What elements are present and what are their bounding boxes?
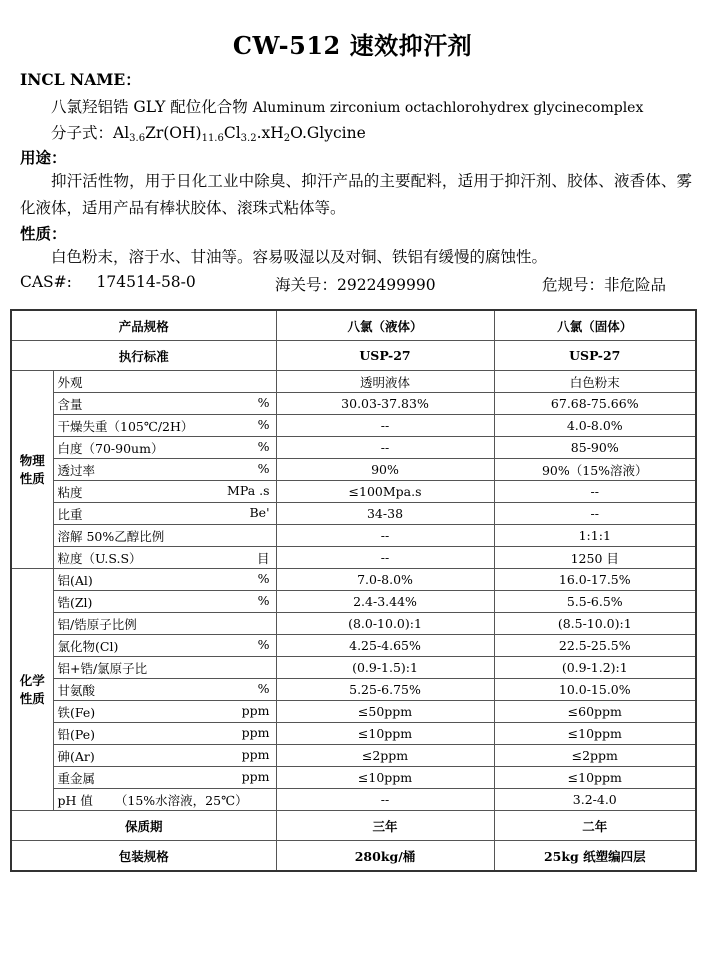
packaging-row bbox=[11, 841, 696, 872]
incl-name bbox=[51, 95, 643, 117]
property-unit: ppm bbox=[241, 768, 270, 784]
property-unit: % bbox=[257, 394, 270, 410]
property-name: 透过率 bbox=[57, 462, 96, 478]
standard-liquid: USP-27 bbox=[276, 341, 494, 371]
property-name: 重金属 bbox=[57, 770, 96, 786]
value-solid: 22.5-25.5% bbox=[494, 635, 696, 657]
property-cell bbox=[53, 437, 276, 459]
document-title: CW-512 速效抑汗剂 bbox=[232, 31, 473, 60]
standard-label: 执行标准 bbox=[11, 341, 276, 371]
value-solid: 5.5-6.5% bbox=[494, 591, 696, 613]
col-solid-header: 八氯（固体） bbox=[494, 310, 696, 341]
property-unit: % bbox=[257, 438, 270, 454]
property-name: 铝+锆/氯原子比 bbox=[57, 660, 148, 676]
value-solid: 4.0-8.0% bbox=[494, 415, 696, 437]
value-solid: 10.0-15.0% bbox=[494, 679, 696, 701]
value-solid: ≤10ppm bbox=[494, 767, 696, 789]
value-liquid: (0.9-1.5):1 bbox=[276, 657, 494, 679]
table-header-row bbox=[11, 310, 696, 341]
property-name: 干燥失重（105℃/2H） bbox=[57, 418, 194, 434]
property-cell bbox=[53, 503, 276, 525]
property-name: 氯化物(Cl) bbox=[57, 638, 119, 654]
property-cell bbox=[53, 525, 276, 547]
property-unit: % bbox=[257, 636, 270, 652]
value-liquid: 透明液体 bbox=[276, 371, 494, 393]
spec-table bbox=[10, 309, 697, 872]
table-row bbox=[11, 657, 696, 679]
value-liquid: -- bbox=[276, 525, 494, 547]
formula-part: Zr(OH) bbox=[145, 124, 202, 142]
property-cell bbox=[53, 393, 276, 415]
formula-sub: 3.2 bbox=[240, 133, 257, 144]
property-name: 粘度 bbox=[57, 484, 83, 500]
value-solid: -- bbox=[494, 481, 696, 503]
value-liquid: ≤10ppm bbox=[276, 767, 494, 789]
incl-name-en: Aluminum zirconium octachlorohydrex glycinecomplex bbox=[252, 100, 644, 116]
value-solid: (8.5-10.0):1 bbox=[494, 613, 696, 635]
table-row bbox=[11, 415, 696, 437]
table-row bbox=[11, 635, 696, 657]
property-cell bbox=[53, 459, 276, 481]
properties-heading: 性质： bbox=[20, 224, 67, 243]
value-solid: ≤10ppm bbox=[494, 723, 696, 745]
table-row bbox=[11, 371, 696, 393]
hazard-code: 危规号：非危险品 bbox=[542, 276, 667, 294]
value-liquid: 90% bbox=[276, 459, 494, 481]
shelf-life-row bbox=[11, 811, 696, 841]
property-unit: % bbox=[257, 570, 270, 586]
formula-sub: 11.6 bbox=[201, 133, 224, 144]
table-row bbox=[11, 525, 696, 547]
formula-sub: 2 bbox=[283, 133, 291, 144]
standard-solid: USP-27 bbox=[494, 341, 696, 371]
table-row bbox=[11, 701, 696, 723]
value-liquid: -- bbox=[276, 415, 494, 437]
value-solid: 90%（15%溶液） bbox=[494, 459, 696, 481]
incl-name-cn: 八氯羟铝锆 GLY 配位化合物 bbox=[51, 98, 248, 116]
value-liquid: 4.25-4.65% bbox=[276, 635, 494, 657]
incl-heading: INCL NAME： bbox=[20, 70, 141, 89]
property-unit: ppm bbox=[241, 702, 270, 718]
table-row bbox=[11, 679, 696, 701]
property-name: 铝(Al) bbox=[57, 572, 93, 588]
usage-text: 抑汗活性物，用于日化工业中除臭、抑汗产品的主要配料，适用于抑汗剂、胶体、液香体、雾化液体，适用产品有棒状胶体、滚珠式粘体等。 bbox=[20, 172, 692, 217]
property-cell bbox=[53, 767, 276, 789]
formula-part: O.Glycine bbox=[290, 124, 366, 142]
value-liquid: 30.03-37.83% bbox=[276, 393, 494, 415]
shelf-life-solid: 二年 bbox=[494, 811, 696, 841]
property-name: 铁(Fe) bbox=[57, 704, 96, 720]
property-cell bbox=[53, 569, 276, 591]
property-cell bbox=[53, 679, 276, 701]
value-liquid: 5.25-6.75% bbox=[276, 679, 494, 701]
property-name: 外观 bbox=[57, 374, 83, 390]
value-liquid: 2.4-3.44% bbox=[276, 591, 494, 613]
property-cell bbox=[53, 371, 276, 393]
property-name: 铝/锆原子比例 bbox=[57, 616, 137, 632]
table-row bbox=[11, 393, 696, 415]
value-liquid: ≤100Mpa.s bbox=[276, 481, 494, 503]
property-unit: ppm bbox=[241, 724, 270, 740]
table-row bbox=[11, 613, 696, 635]
value-solid: 85-90% bbox=[494, 437, 696, 459]
value-solid: 67.68-75.66% bbox=[494, 393, 696, 415]
value-solid: ≤60ppm bbox=[494, 701, 696, 723]
property-cell bbox=[53, 745, 276, 767]
property-name: pH 值 bbox=[57, 792, 93, 808]
shelf-life-label: 保质期 bbox=[11, 811, 276, 841]
table-row bbox=[11, 745, 696, 767]
property-cell bbox=[53, 481, 276, 503]
table-row bbox=[11, 767, 696, 789]
property-name: 铅(Pe) bbox=[57, 726, 96, 742]
value-liquid: ≤50ppm bbox=[276, 701, 494, 723]
property-unit: % bbox=[257, 460, 270, 476]
value-solid: 16.0-17.5% bbox=[494, 569, 696, 591]
chemical-category-label: 化学性质 bbox=[11, 569, 53, 811]
property-name: 比重 bbox=[57, 506, 83, 522]
property-unit: % bbox=[257, 416, 270, 432]
value-liquid: 7.0-8.0% bbox=[276, 569, 494, 591]
value-solid: 白色粉末 bbox=[494, 371, 696, 393]
value-solid: 1:1:1 bbox=[494, 525, 696, 547]
property-cell bbox=[53, 613, 276, 635]
molecular-formula bbox=[51, 121, 366, 143]
col-liquid-header: 八氯（液体） bbox=[276, 310, 494, 341]
properties-text: 白色粉末，溶于水、甘油等。容易吸湿以及对铜、铁铝有缓慢的腐蚀性。 bbox=[51, 248, 548, 266]
property-unit: ppm bbox=[241, 746, 270, 762]
table-row bbox=[11, 547, 696, 569]
property-unit: % bbox=[257, 592, 270, 608]
formula-part: Al bbox=[113, 124, 130, 142]
packaging-label: 包装规格 bbox=[11, 841, 276, 872]
property-name: 白度（70-90um） bbox=[57, 440, 164, 456]
table-row bbox=[11, 723, 696, 745]
property-name: 溶解 50%乙醇比例 bbox=[57, 528, 165, 544]
formula-part: .xH bbox=[256, 124, 284, 142]
property-name: 粒度（U.S.S） bbox=[57, 550, 142, 566]
value-solid: (0.9-1.2):1 bbox=[494, 657, 696, 679]
property-unit: % bbox=[257, 680, 270, 696]
value-liquid: ≤10ppm bbox=[276, 723, 494, 745]
property-cell bbox=[53, 415, 276, 437]
property-unit: MPa .s bbox=[227, 482, 270, 498]
value-liquid: -- bbox=[276, 547, 494, 569]
property-name: 含量 bbox=[57, 396, 83, 412]
formula-label: 分子式： bbox=[51, 124, 114, 142]
formula-part: Cl bbox=[223, 124, 241, 142]
usage-heading: 用途： bbox=[20, 148, 67, 167]
value-liquid: -- bbox=[276, 437, 494, 459]
cas-value: 174514-58-0 bbox=[96, 273, 196, 291]
table-row bbox=[11, 569, 696, 591]
value-liquid: ≤2ppm bbox=[276, 745, 494, 767]
value-solid: 3.2-4.0 bbox=[494, 789, 696, 811]
value-liquid: 34-38 bbox=[276, 503, 494, 525]
spec-label: 产品规格 bbox=[11, 310, 276, 341]
property-unit: 目 bbox=[257, 550, 270, 566]
table-row bbox=[11, 437, 696, 459]
property-cell bbox=[53, 723, 276, 745]
table-row bbox=[11, 503, 696, 525]
property-unit: （15%水溶液，25℃） bbox=[114, 792, 248, 808]
property-name: 甘氨酸 bbox=[57, 682, 96, 698]
table-row bbox=[11, 481, 696, 503]
property-cell bbox=[53, 635, 276, 657]
table-row bbox=[11, 591, 696, 613]
cas-line bbox=[20, 273, 196, 291]
value-solid: ≤2ppm bbox=[494, 745, 696, 767]
value-solid: 1250 目 bbox=[494, 547, 696, 569]
packaging-liquid: 280kg/桶 bbox=[276, 841, 494, 872]
property-name: 砷(Ar) bbox=[57, 748, 95, 764]
property-cell bbox=[53, 789, 276, 811]
standard-row bbox=[11, 341, 696, 371]
property-cell bbox=[53, 547, 276, 569]
packaging-solid: 25kg 纸塑编四层 bbox=[494, 841, 696, 872]
customs-code: 海关号：2922499990 bbox=[275, 276, 436, 294]
formula-sub: 3.6 bbox=[129, 133, 146, 144]
property-name: 锆(Zl) bbox=[57, 594, 93, 610]
table-row bbox=[11, 789, 696, 811]
property-unit: Be' bbox=[249, 504, 270, 520]
property-cell bbox=[53, 591, 276, 613]
table-row bbox=[11, 459, 696, 481]
property-cell bbox=[53, 701, 276, 723]
value-liquid: -- bbox=[276, 789, 494, 811]
value-liquid: (8.0-10.0):1 bbox=[276, 613, 494, 635]
physical-category-label: 物理性质 bbox=[11, 371, 53, 569]
value-solid: -- bbox=[494, 503, 696, 525]
property-cell bbox=[53, 657, 276, 679]
shelf-life-liquid: 三年 bbox=[276, 811, 494, 841]
cas-label: CAS#: bbox=[20, 273, 72, 291]
